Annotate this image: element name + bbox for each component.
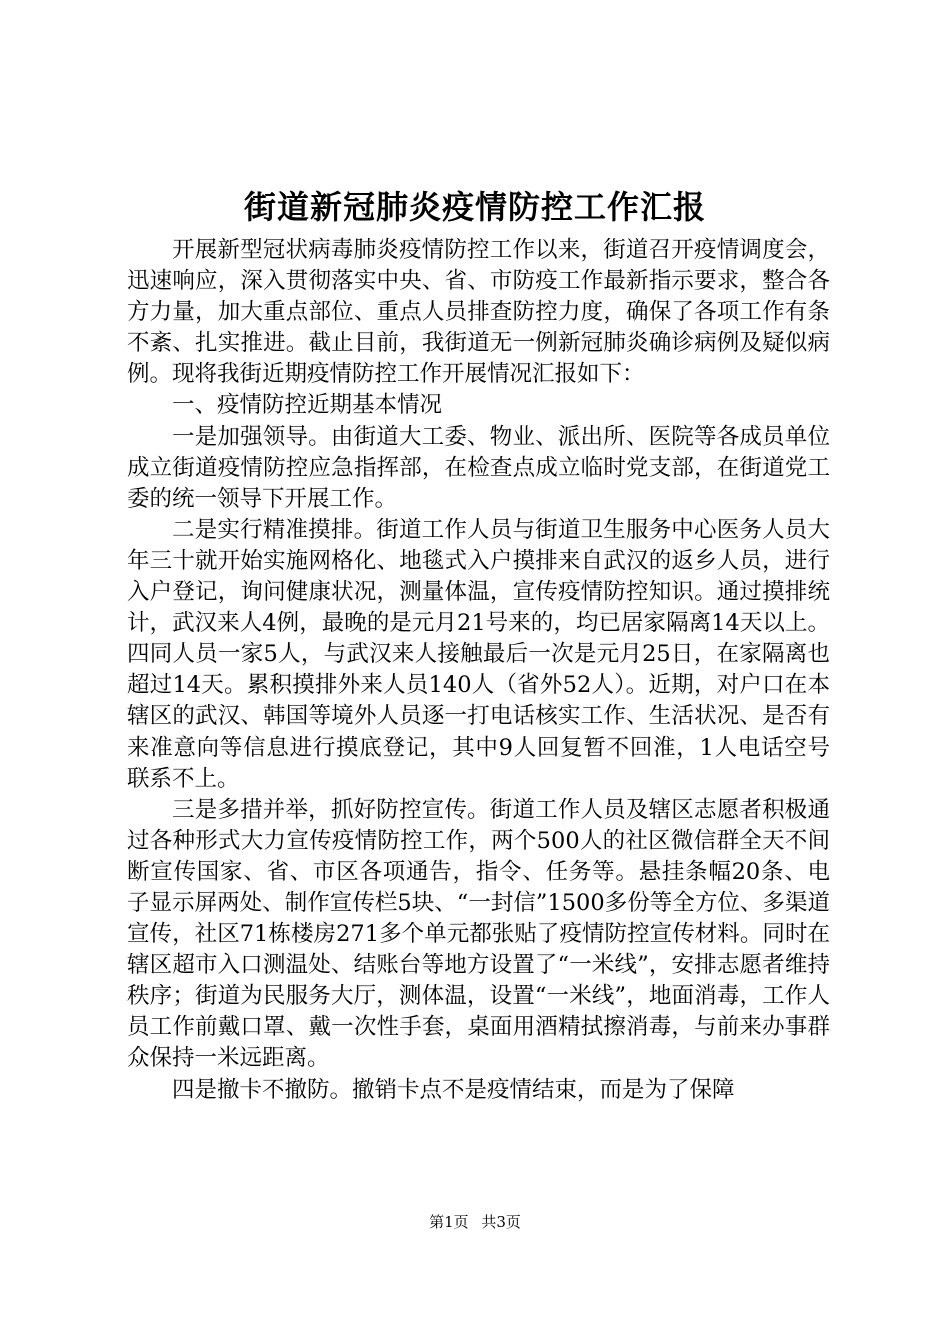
page-number: 第1页	[429, 1213, 469, 1231]
paragraph-checkpoints: 四是撤卡不撤防。撤销卡点不是疫情结束，而是为了保障	[172, 1076, 735, 1103]
page-total: 共3页	[481, 1213, 521, 1231]
document-body	[127, 235, 830, 1106]
document-title: 街道新冠肺炎疫情防控工作汇报	[243, 188, 706, 226]
paragraph-leadership: 一是加强领导。由街道大工委、物业、派出所、医院等各成员单位成立街道疫情防控应急指挥部，在检查点成立临时党支部，在街道党工委的统一领导下开展工作。	[127, 423, 830, 512]
section-heading: 一、疫情防控近期基本情况	[172, 392, 443, 419]
paragraph-intro: 开展新型冠状病毒肺炎疫情防控工作以来，街道召开疫情调度会，迅速响应，深入贯彻落实中央、省、市防疫工作最新指示要求，整合各方力量，加大重点部位、重点人员排查防控力度，确保了各项工作有条不紊、扎实推进。截止目前，我街道无一例新冠肺炎确诊病例及疑似病例。现将我街近期疫情防控工作开展情况汇报如下：	[127, 237, 830, 388]
page-footer	[0, 1210, 950, 1234]
paragraph-publicity: 三是多措并举，抓好防控宣传。街道工作人员及辖区志愿者积极通过各种形式大力宣传疫情防控工作，两个500人的社区微信群全天不间断宣传国家、省、市区各项通告，指令、任务等。悬挂条幅20条、电子显示屏两处、制作宣传栏5块、“一封信”1500多份等全方位、多渠道宣传，社区71栋楼房271多个单元都张贴了疫情防控宣传材料。同时在辖区超市入口测温处、结账台等地方设置了“一米线”，安排志愿者维持秩序；街道为民服务大厅，测体温，设置“一米线”，地面消毒，工作人员工作前戴口罩、戴一次性手套，桌面用酒精拭擦消毒，与前来办事群众保持一米远距离。	[127, 796, 830, 1072]
paragraph-screening: 二是实行精准摸排。街道工作人员与街道卫生服务中心医务人员大年三十就开始实施网格化、地毯式入户摸排来自武汉的返乡人员，进行入户登记，询问健康状况，测量体温，宣传疫情防控知识。通过摸排统计，武汉来人4例，最晚的是元月21号来的，均已居家隔离14天以上。四同人员一家5人，与武汉来人接触最后一次是元月25日，在家隔离也超过14天。累积摸排外来人员140人（省外52人）。近期，对户口在本辖区的武汉、韩国等境外人员逐一打电话核实工作、生活状况、是否有来准意向等信息进行摸底登记，其中9人回复暂不回淮，1人电话空号联系不上。	[127, 516, 830, 792]
